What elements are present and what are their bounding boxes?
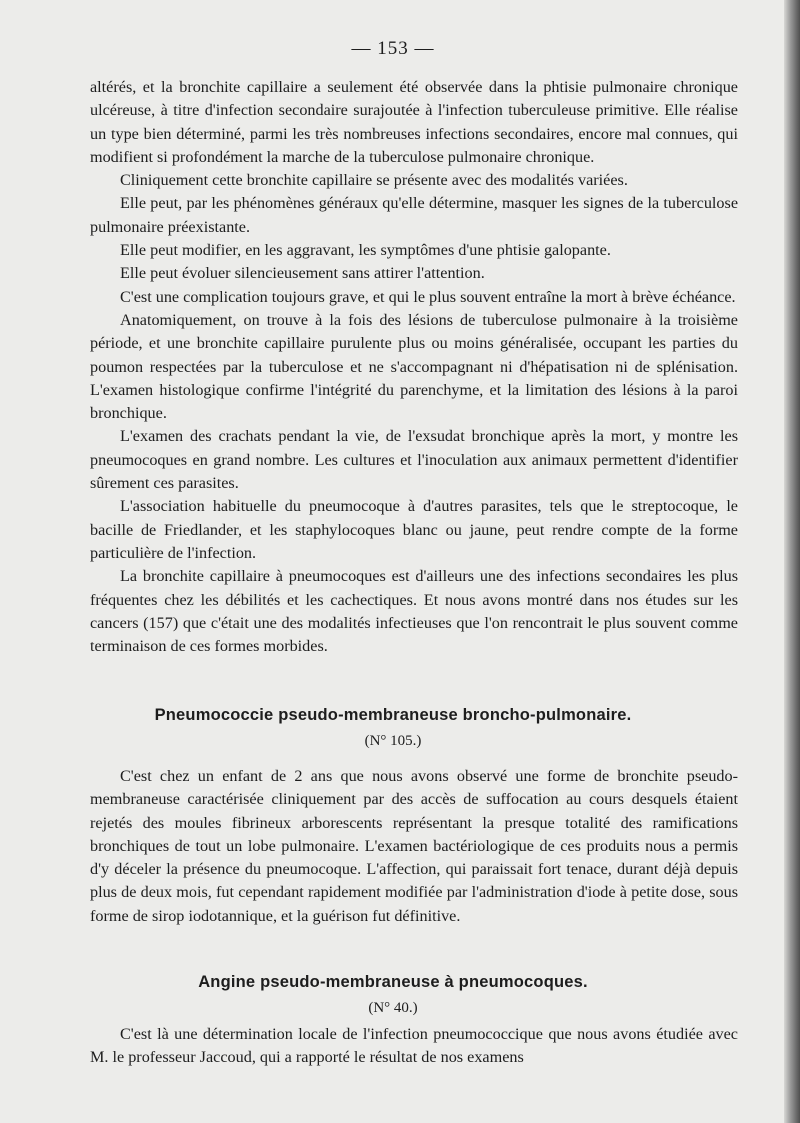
paragraph: Elle peut évoluer silencieusement sans attirer l'attention. [120,264,485,283]
section-bronchite-capillaire [90,76,738,658]
paragraph: C'est chez un enfant de 2 ans que nous avons observé une forme de bronchite pseudo-membraneuse caractérisée cliniquement par des accès de suffocation au cours desquels étaient rejetés des moules fibrineux arborescents représentant la presque totalité des ramifications bronchiques de tout un lobe pulmonaire. L'examen bactériologique de ces produits nous a permis d'y déceler la présence du pneumocoque. L'affection, qui paraissait fort tenace, durant déjà depuis plus de deux mois, fut cependant rapidement modifiée par l'administration d'iode à petite dose, sous forme de sirop iodotannique, et la guérison fut définitive. [90,767,738,925]
paragraph: Elle peut modifier, en les aggravant, les symptômes d'une phtisie galopante. [120,241,611,260]
section-reference-number: (N° 105.) [364,733,422,749]
section-pneumococcie-body [90,765,738,928]
section-heading-pneumococcie: Pneumococcie pseudo-membraneuse broncho-pulmonaire. [154,706,632,724]
section-reference-number: (N° 40.) [368,1000,418,1016]
paragraph: Cliniquement cette bronchite capillaire se présente avec des modalités variées. [120,171,628,190]
section-angine-body [90,1023,738,1070]
paragraph: Elle peut, par les phénomènes généraux qu'elle détermine, masquer les signes de la tuberculose pulmonaire préexistante. [90,194,738,236]
section-heading-angine: Angine pseudo-membraneuse à pneumocoques. [198,973,588,991]
paragraph: Anatomiquement, on trouve à la fois des lésions de tuberculose pulmonaire à la troisième période, et une bronchite capillaire purulente plus ou moins généralisée, occupant les parties du poumon respectées par la tuberculose et ne s'accompagnant ni d'hépatisation ni de splénisation. L'examen histologique confirme l'intégrité du parenchyme, et la limitation des lésions à la paroi bronchique. [90,310,738,423]
paragraph: La bronchite capillaire à pneumocoques est d'ailleurs une des infections secondaires les plus fréquentes chez les débilités et les cachectiques. Et nous avons montré dans nos études sur les cancers (157) que c'était une des modalités infectieuses que l'on rencontrait le plus souvent comme terminaison de ces formes morbides. [90,567,738,656]
paragraph: L'examen des crachats pendant la vie, de l'exsudat bronchique après la mort, y montre les pneumocoques en grand nombre. Les cultures et l'inoculation aux animaux permettent d'identifier sûrement ces parasites. [90,427,738,493]
paragraph: C'est une complication toujours grave, et qui le plus souvent entraîne la mort à brève échéance. [120,287,736,306]
paragraph: altérés, et la bronchite capillaire a seulement été observée dans la phtisie pulmonaire chronique ulcéreuse, à titre d'infection secondaire surajoutée à l'infection tuberculeuse primitive. Elle réalise un type bien déterminé, parmi les très nombreuses infections secondaires, encore mal connues, qui modifient si profondément la marche de la tuberculose pulmonaire chronique. [90,78,738,166]
paragraph: C'est là une détermination locale de l'infection pneumococcique que nous avons étudiée avec M. le professeur Jaccoud, qui a rapporté le résultat de nos examens [90,1025,738,1067]
scan-edge-shadow [784,0,800,1123]
paragraph: L'association habituelle du pneumocoque à d'autres parasites, tels que le streptocoque, le bacille de Friedlander, et les staphylocoques blanc ou jaune, peut rendre compte de la forme particulière de l'infection. [90,497,738,562]
page-number: — 153 — [351,38,435,59]
